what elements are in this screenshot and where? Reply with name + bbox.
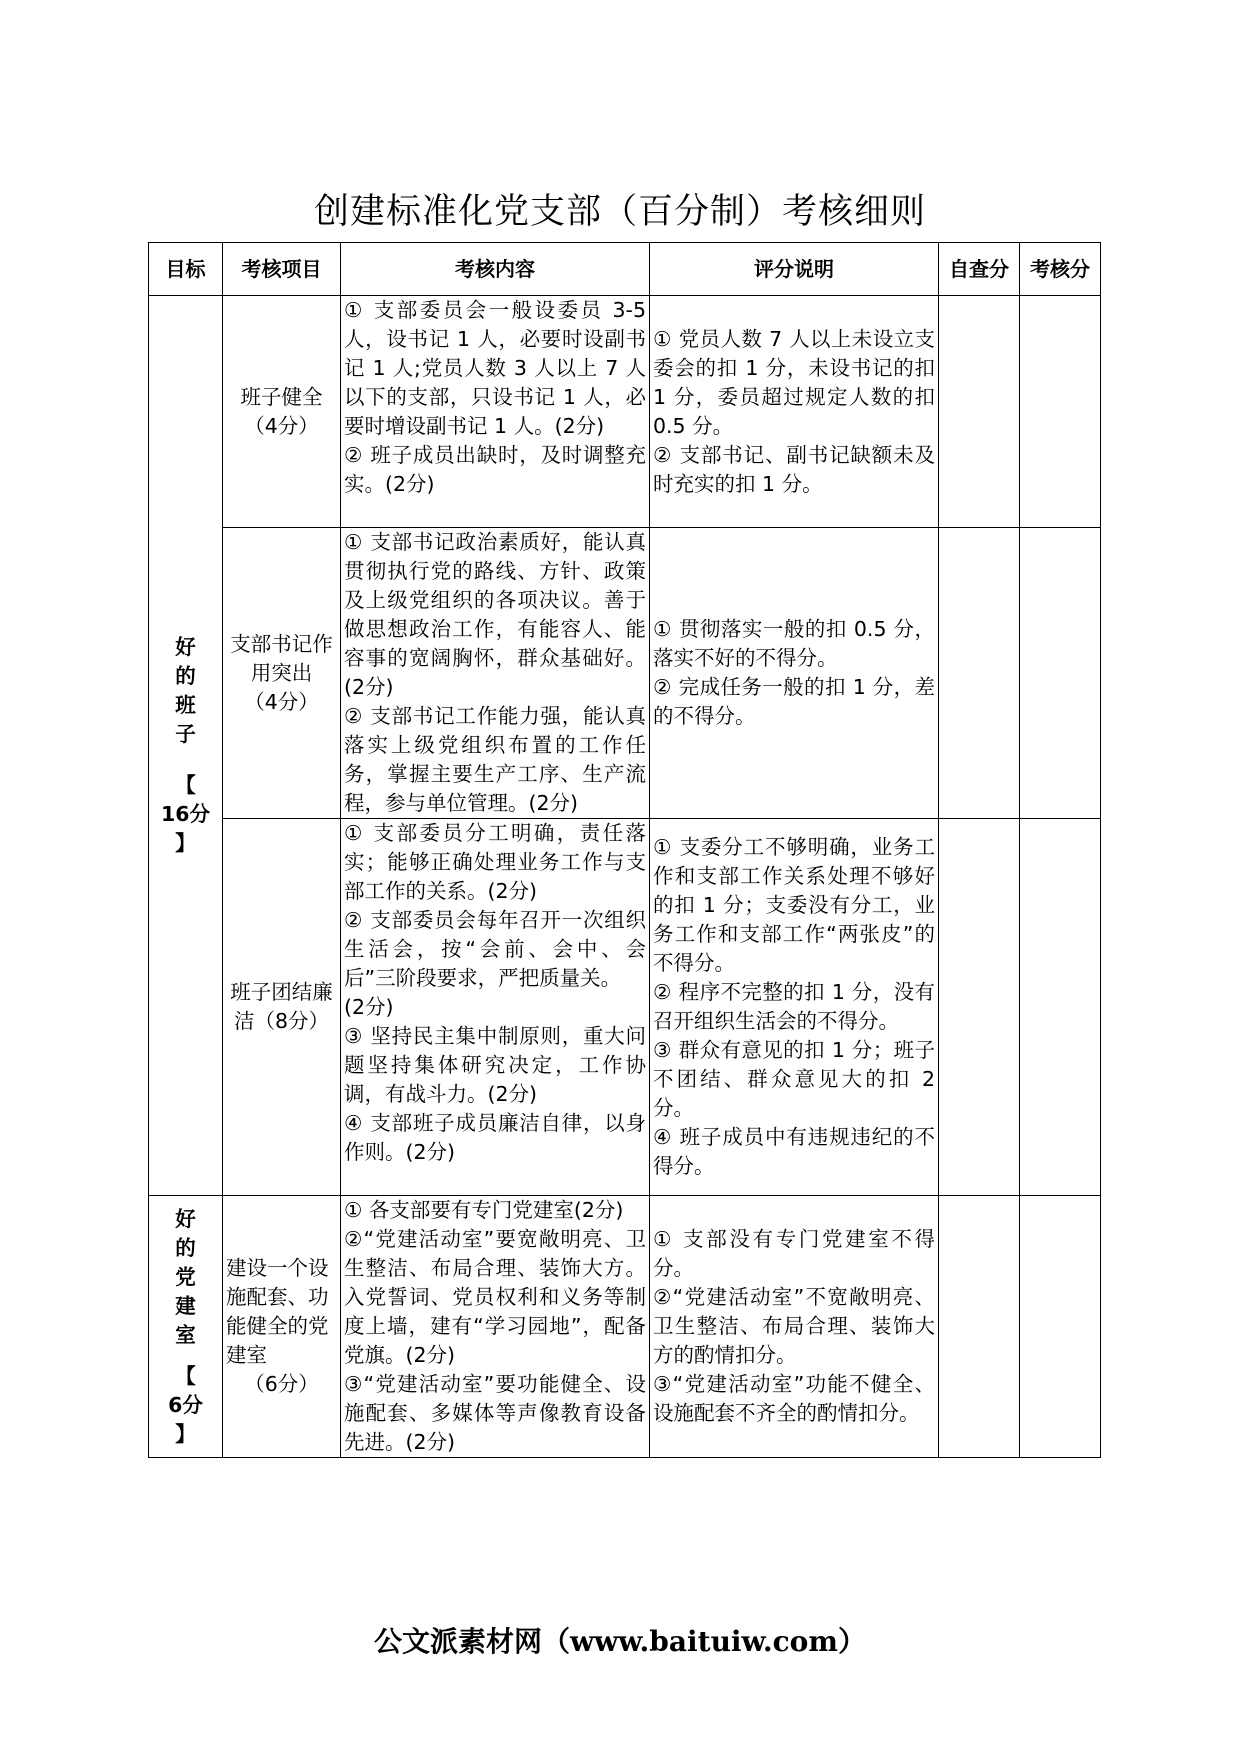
item-cell — [223, 296, 341, 528]
self-score-cell[interactable] — [939, 528, 1020, 819]
goal-cell-party-room — [149, 1196, 223, 1458]
scoring-point: ① 支委分工不够明确，业务工作和支部工作关系处理不够好的扣 1 分；支委没有分工，业务工作和支部工作“两张皮”的不得分。 — [653, 835, 935, 975]
item-label: 建设一个设施配套、功能健全的党建室 — [226, 1256, 329, 1367]
item-label: 用突出 — [250, 660, 313, 685]
goal-char: 室 — [175, 1322, 196, 1347]
content-cell — [341, 528, 650, 819]
scoring-cell — [650, 819, 939, 1196]
item-label: 洁（8分） — [233, 1009, 330, 1033]
header-content: 考核内容 — [341, 243, 650, 296]
scoring-point: ① 贯彻落实一般的扣 0.5 分，落实不好的不得分。 — [653, 617, 935, 670]
scoring-point: ③“党建活动室”功能不健全、设施配套不齐全的酌情扣分。 — [653, 1372, 935, 1425]
scoring-point: ③ 群众有意见的扣 1 分；班子不团结、群众意见大的扣 2 分。 — [653, 1038, 935, 1120]
scoring-cell — [650, 296, 939, 528]
goal-points: 6分 — [168, 1392, 203, 1417]
header-item: 考核项目 — [223, 243, 341, 296]
goal-char: 好 — [175, 1206, 196, 1231]
assessed-score-cell[interactable] — [1020, 1196, 1101, 1458]
scoring-point: ②“党建活动室”不宽敞明亮、卫生整洁、布局合理、装饰大方的酌情扣分。 — [653, 1285, 935, 1367]
item-points: （4分） — [244, 413, 319, 438]
page-title: 创建标准化党支部（百分制）考核细则 — [313, 192, 926, 232]
header-assessed-score: 考核分 — [1020, 243, 1101, 296]
goal-char: 的 — [175, 1235, 196, 1260]
item-points: （4分） — [244, 689, 319, 714]
content-point: ②“党建活动室”要宽敞明亮、卫生整洁、布局合理、装饰大方。入党誓词、党员权利和义务等制度上墙，建有“学习园地”，配备党旗。(2分) — [344, 1227, 646, 1367]
content-point: ② 班子成员出缺时，及时调整充实。(2分) — [344, 443, 646, 496]
content-point: ① 支部委员分工明确，责任落实；能够正确处理业务工作与支部工作的关系。(2分) — [344, 821, 646, 903]
content-point: ② 支部委员会每年召开一次组织生活会，按“会前、会中、会后”三阶段要求，严把质量关。 — [344, 908, 646, 990]
goal-char: 的 — [175, 664, 196, 688]
assessment-table — [148, 242, 1101, 1458]
goal-char: 班 — [175, 693, 196, 717]
scoring-cell — [650, 1196, 939, 1458]
goal-char: 好 — [175, 635, 196, 659]
content-point: ④ 支部班子成员廉洁自律，以身作则。(2分) — [344, 1111, 646, 1164]
goal-char: 党 — [175, 1264, 196, 1289]
content-point: ① 支部书记政治素质好，能认真贯彻执行党的路线、方针、政策及上级党组织的各项决议。善于做思想政治工作，有能容人、能容事的宽阔胸怀，群众基础好。(2分) — [344, 530, 646, 699]
item-cell — [223, 819, 341, 1196]
scoring-point: ② 完成任务一般的扣 1 分，差的不得分。 — [653, 675, 935, 728]
goal-points: 16分 — [160, 802, 211, 826]
footer-watermark: 公文派素材网（www.baituiw.com） — [374, 1625, 866, 1658]
goal-bracket-close: 】 — [175, 831, 196, 855]
item-label: 班子团结廉 — [230, 980, 333, 1004]
scoring-point: ④ 班子成员中有违规违纪的不得分。 — [653, 1125, 935, 1178]
header-scoring: 评分说明 — [650, 243, 939, 296]
header-row — [149, 243, 1101, 296]
assessed-score-cell[interactable] — [1020, 528, 1101, 819]
goal-bracket-open: 【 — [175, 1363, 196, 1388]
assessed-score-cell[interactable] — [1020, 819, 1101, 1196]
goal-bracket-open: 【 — [175, 773, 196, 797]
content-point: ① 各支部要有专门党建室(2分) — [344, 1198, 624, 1222]
item-cell — [223, 1196, 341, 1458]
header-self-score: 自查分 — [939, 243, 1020, 296]
content-point: ③ 坚持民主集中制原则，重大问题坚持集体研究决定，工作协调，有战斗力。(2分) — [344, 1024, 646, 1106]
item-label: 班子健全 — [240, 384, 323, 409]
scoring-point: ① 支部没有专门党建室不得分。 — [653, 1227, 935, 1280]
header-goal: 目标 — [149, 243, 223, 296]
table-row — [149, 819, 1101, 1196]
content-point: ② 支部书记工作能力强，能认真落实上级党组织布置的工作任务，掌握主要生产工序、生产流程，参与单位管理。(2分) — [344, 704, 646, 815]
content-cell — [341, 296, 650, 528]
scoring-point: ① 党员人数 7 人以上未设立支委会的扣 1 分，未设书记的扣 1 分，委员超过规定人数的扣 0.5 分。 — [653, 326, 935, 438]
table-row — [149, 528, 1101, 819]
goal-cell-team — [149, 296, 223, 1196]
self-score-cell[interactable] — [939, 819, 1020, 1196]
item-cell — [223, 528, 341, 819]
goal-char: 建 — [175, 1293, 196, 1318]
content-cell — [341, 1196, 650, 1458]
content-point: (2分) — [344, 995, 394, 1019]
self-score-cell[interactable] — [939, 1196, 1020, 1458]
goal-bracket-close: 】 — [175, 1421, 196, 1446]
content-cell — [341, 819, 650, 1196]
scoring-point: ② 程序不完整的扣 1 分，没有召开组织生活会的不得分。 — [653, 980, 935, 1033]
self-score-cell[interactable] — [939, 296, 1020, 528]
table-row — [149, 1196, 1101, 1458]
content-point: ③“党建活动室”要功能健全、设施配套、多媒体等声像教育设备先进。(2分) — [344, 1372, 646, 1454]
item-label: 支部书记作 — [230, 631, 333, 656]
table-row — [149, 296, 1101, 528]
assessed-score-cell[interactable] — [1020, 296, 1101, 528]
item-points: （6分） — [244, 1372, 319, 1396]
content-point: ① 支部委员会一般设委员 3-5 人，设书记 1 人，必要时设副书记 1 人;党员人数 3 人以上 7 人以下的支部，只设书记 1 人，必要时增设副书记 1 人。(2分) — [344, 298, 646, 438]
goal-char: 子 — [175, 722, 196, 746]
scoring-cell — [650, 528, 939, 819]
scoring-point: ② 支部书记、副书记缺额未及时充实的扣 1 分。 — [653, 442, 935, 496]
